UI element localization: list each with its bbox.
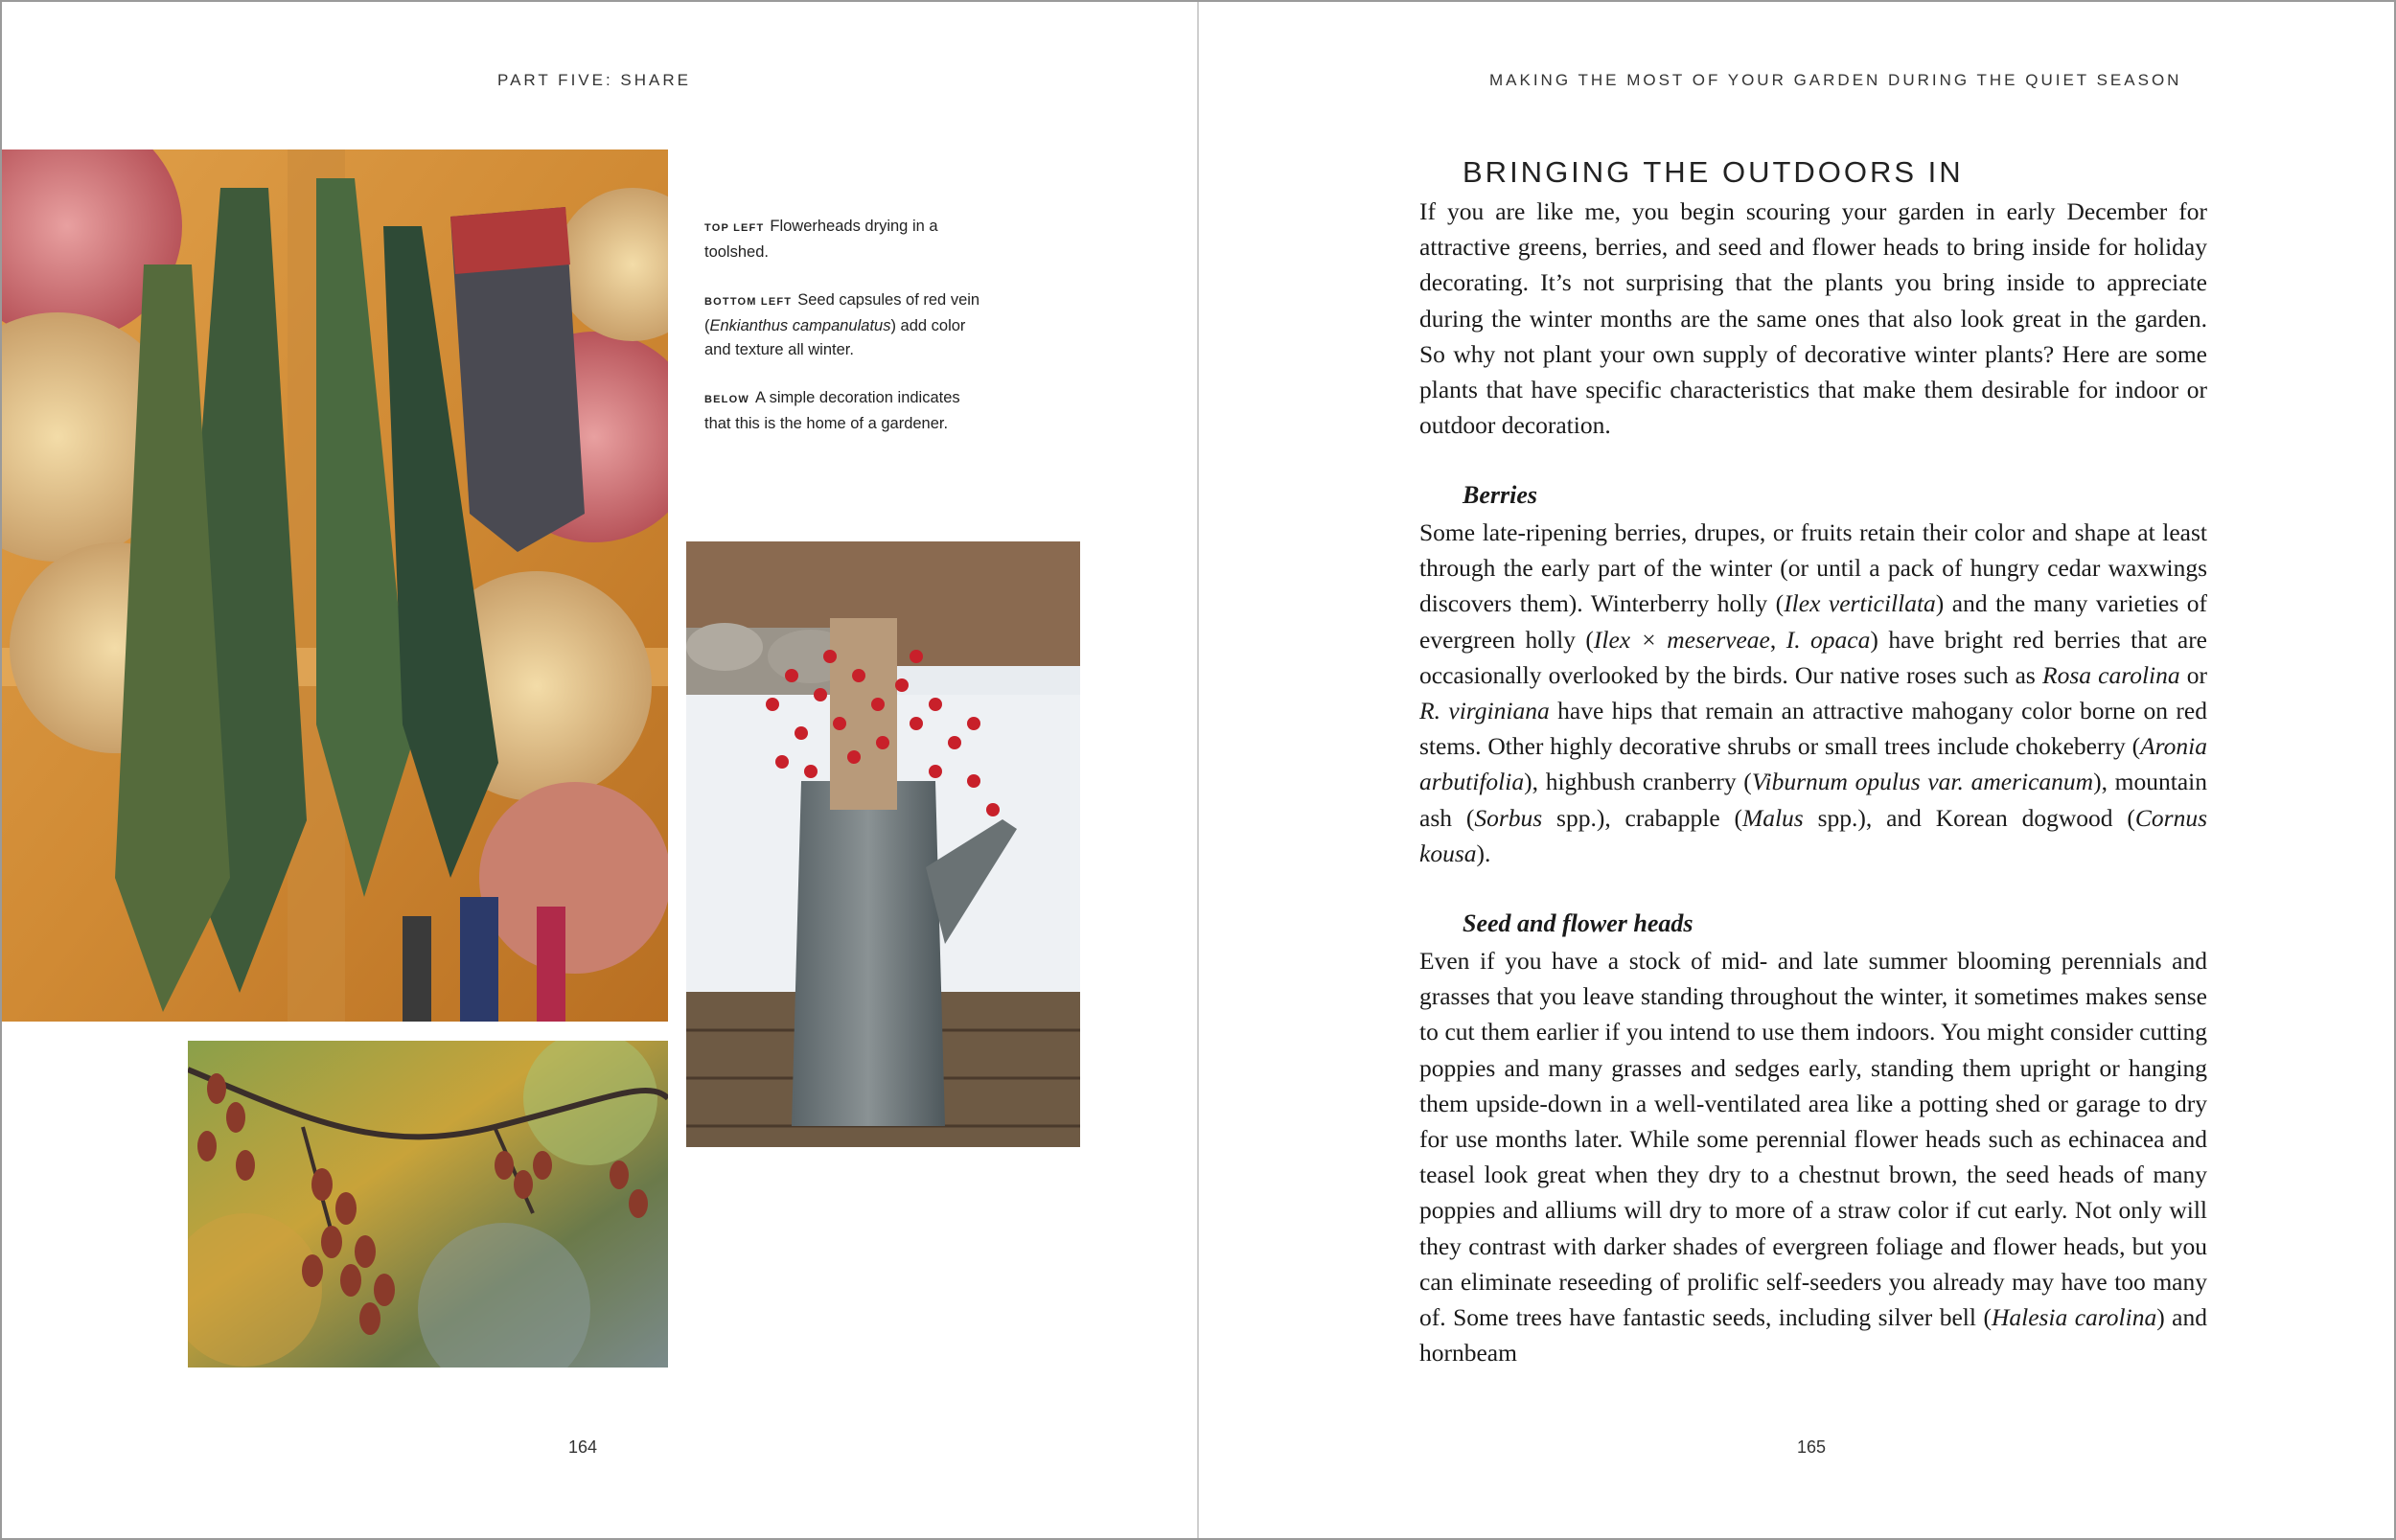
running-head-right: MAKING THE MOST OF YOUR GARDEN DURING THE QUIET SEASON: [1489, 71, 2182, 89]
photo-watering-can-berries: [686, 541, 1080, 1147]
caption-top-left: TOP LEFT Flowerheads drying in a toolshed.: [704, 218, 938, 261]
page-number-left: 164: [568, 1437, 598, 1457]
right-page: [1199, 0, 2396, 1540]
section-heading: BRINGING THE OUTDOORS IN: [1463, 155, 1964, 189]
subheading-berries: Berries: [1463, 481, 1537, 509]
seed-paragraph: Even if you have a stock of mid- and late summer blooming perennials and grasses that you leave standing throughout the winter, it sometimes makes sense to cut them earlier if you intend to use them indoors. You might consider cutting poppies and many grasses and sedges early, standing them upright or hanging them upside-down in a well-ventilated area like a potting shed or garage to dry for use months later. While some perennial flower heads such as echinacea and teasel look great when they dry to a chestnut brown, the seed heads of many poppies and alliums will dry to more of a straw color if cut early. Not only will they contrast with darker shades of evergreen foliage and flower heads, but you can eliminate reseeding of prolific self-seeders you already may have too many of. Some trees have fantastic seeds, including silver bell (Halesia carolina) and hornbeam: [1419, 947, 2208, 1368]
running-head-left: PART FIVE: SHARE: [497, 71, 691, 89]
subheading-seed-flower-heads: Seed and flower heads: [1463, 909, 1693, 937]
intro-paragraph: If you are like me, you begin scouring your garden in early December for attractive greens, berries, and seed and flower heads to bring inside for holiday decorating. It’s not surprising that the plants you bring inside to appreciate during the winter months are the same ones that also look great in the garden. So why not plant your own supply of decorative winter plants? Here are some plants that have specific characteristics that make them desirable for indoor or outdoor decoration.: [1419, 197, 2207, 440]
page-number-right: 165: [1797, 1437, 1827, 1457]
photo-seed-capsules: [188, 1041, 668, 1368]
caption-bottom-left: BOTTOM LEFT Seed capsules of red vein (Enkianthus campanulatus) add color and texture all winter.: [704, 291, 980, 358]
caption-below: BELOW A simple decoration indicates that this is the home of a gardener.: [704, 389, 960, 432]
photo-captions: [704, 215, 982, 460]
photo-flowerheads-drying: [0, 149, 668, 1022]
berries-paragraph: Some late-ripening berries, drupes, or fruits retain their color and shape at least through the early part of the winter (or until a pack of hungry cedar waxwings discovers them). Winterberry holly (Ilex verticillata) and the many varieties of evergreen holly (Ilex × meserveae, I. opaca) have bright red berries that are occasionally overlooked by the birds. Our native roses such as Rosa carolina or R. virginiana have hips that remain an attractive mahogany color borne on red stems. Other highly decorative shrubs or small trees include chokeberry (Aronia arbutifolia), highbush cranberry (Viburnum opulus var. americanum), mountain ash (Sorbus spp.), crabapple (Malus spp.), and Korean dogwood (Cornus kousa).: [1419, 518, 2208, 867]
